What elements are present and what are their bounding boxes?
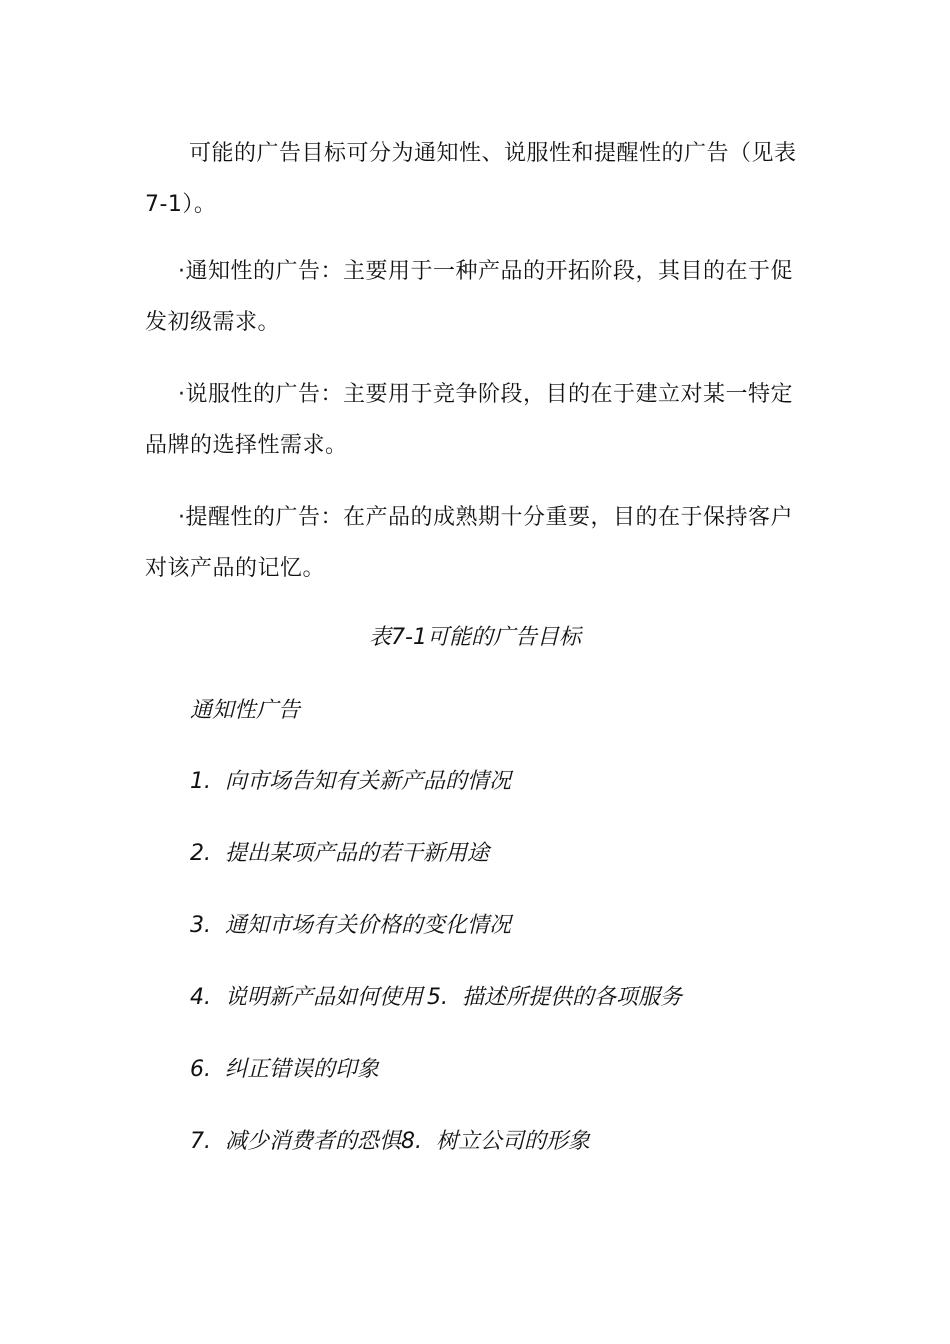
item-number: 1. — [190, 769, 211, 794]
item-text: 提出某项产品的若干新用途 — [225, 841, 490, 866]
list-line — [190, 836, 489, 872]
section-heading: 通知性广告 — [190, 698, 301, 723]
list-line — [190, 764, 511, 800]
remind-ad-paragraph: ·提醒性的广告：在产品的成熟期十分重要，目的在于保持客户对该产品的记忆。 — [145, 505, 793, 581]
list-line — [190, 1124, 590, 1160]
intro-paragraph: 可能的广告目标可分为通知性、说服性和提醒性的广告（见表7-1）。 — [145, 141, 797, 217]
item-number: 2. — [190, 841, 211, 866]
item-number: 4. — [190, 985, 211, 1010]
item-text: 纠正错误的印象 — [225, 1057, 380, 1082]
item-number: 8. — [401, 1129, 423, 1154]
item-number: 3. — [190, 913, 211, 938]
item-text: 减少消费者的恐惧 — [225, 1129, 402, 1154]
item-number: 5. — [427, 985, 449, 1010]
item-text: 向市场告知有关新产品的情况 — [225, 769, 512, 794]
item-number: 6. — [190, 1057, 211, 1082]
item-text: 通知市场有关价格的变化情况 — [225, 913, 512, 938]
list-line — [190, 1052, 379, 1088]
inform-ad-paragraph: ·通知性的广告：主要用于一种产品的开拓阶段，其目的在于促发初级需求。 — [145, 259, 793, 335]
list-line — [190, 980, 682, 1016]
persuade-ad-paragraph: ·说服性的广告：主要用于竞争阶段，目的在于建立对某一特定品牌的选择性需求。 — [145, 382, 793, 458]
item-text: 描述所提供的各项服务 — [462, 985, 683, 1010]
item-text: 说明新产品如何使用 — [225, 985, 424, 1010]
list-line — [190, 908, 511, 944]
table-caption: 表7-1可能的广告目标 — [369, 625, 581, 650]
item-text: 树立公司的形象 — [436, 1129, 591, 1154]
item-number: 7. — [190, 1129, 211, 1154]
